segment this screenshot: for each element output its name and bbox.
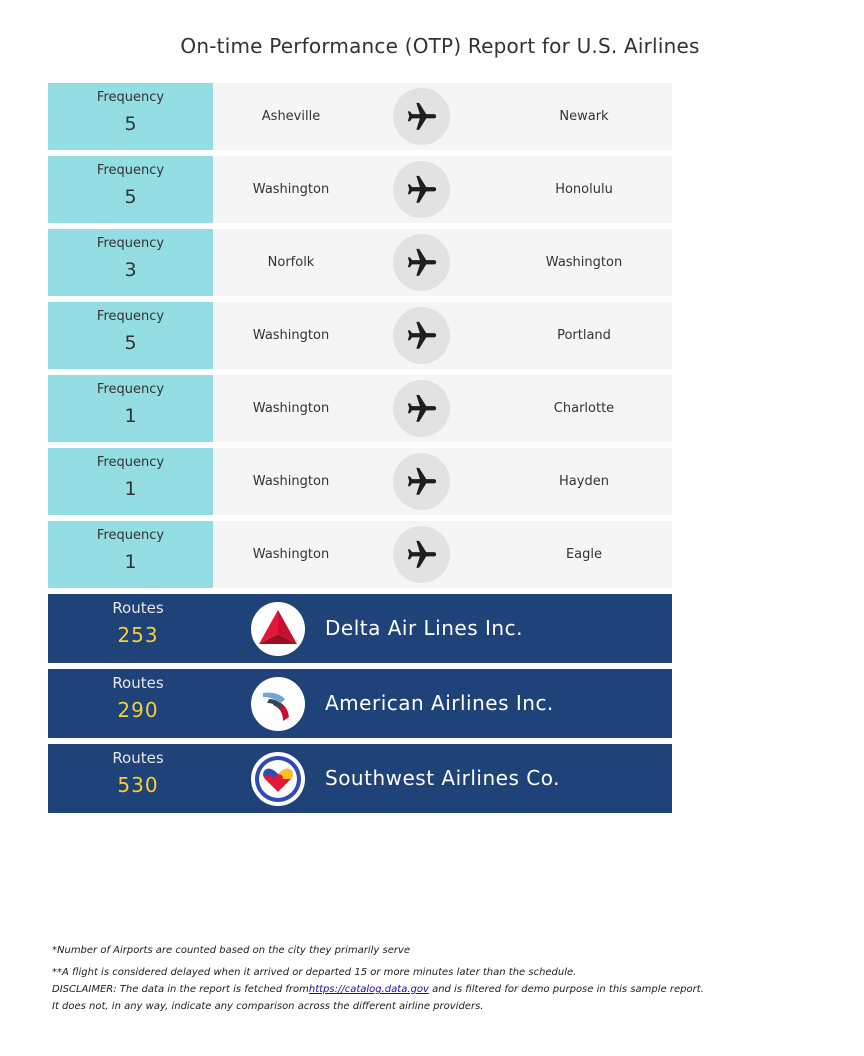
routes-label: Routes <box>112 599 164 617</box>
frequency-label: Frequency <box>96 90 165 105</box>
destination-city: Charlotte <box>553 401 615 416</box>
delta-logo-icon <box>251 602 305 656</box>
frequency-label: Frequency <box>96 528 165 543</box>
frequency-label: Frequency <box>96 309 165 324</box>
route-row <box>48 521 672 588</box>
destination-city: Portland <box>557 328 611 343</box>
destination-city: Washington <box>545 255 623 270</box>
carrier-row-american <box>48 669 672 738</box>
disclaimer-line-2: It does not, in any way, indicate any comparison across the different airline providers. <box>52 1001 484 1012</box>
origin-city: Washington <box>252 547 330 562</box>
airplane-icon <box>393 307 450 364</box>
frequency-label: Frequency <box>96 382 165 397</box>
carrier-name: American Airlines Inc. <box>325 691 554 715</box>
frequency-label: Frequency <box>96 455 165 470</box>
carrier-name: Delta Air Lines Inc. <box>325 616 523 640</box>
routes-list <box>48 83 672 594</box>
frequency-value: 5 <box>124 113 137 135</box>
carrier-list <box>48 594 672 819</box>
origin-city: Washington <box>252 401 330 416</box>
route-row <box>48 448 672 515</box>
frequency-box <box>48 156 213 223</box>
frequency-label: Frequency <box>96 163 165 178</box>
frequency-box <box>48 83 213 150</box>
carrier-name: Southwest Airlines Co. <box>325 766 560 790</box>
airplane-icon <box>393 161 450 218</box>
footnote-airports: *Number of Airports are counted based on the city they primarily serve <box>52 945 411 956</box>
routes-count-block <box>88 669 188 722</box>
frequency-box <box>48 448 213 515</box>
airplane-icon <box>393 380 450 437</box>
american-airlines-logo-icon <box>251 677 305 731</box>
airplane-icon <box>393 234 450 291</box>
frequency-box <box>48 375 213 442</box>
frequency-value: 5 <box>124 332 137 354</box>
carrier-row-southwest <box>48 744 672 813</box>
routes-value: 530 <box>117 773 159 797</box>
frequency-box <box>48 521 213 588</box>
frequency-value: 5 <box>124 186 137 208</box>
routes-label: Routes <box>112 674 164 692</box>
origin-city: Washington <box>252 474 330 489</box>
destination-city: Hayden <box>559 474 609 489</box>
route-row <box>48 156 672 223</box>
frequency-value: 1 <box>124 478 137 500</box>
origin-city: Asheville <box>261 109 321 124</box>
airplane-icon <box>393 453 450 510</box>
disclaimer <box>52 981 812 998</box>
origin-city: Washington <box>252 328 330 343</box>
disclaimer-prefix: DISCLAIMER: The data in the report is fetched from <box>52 984 309 995</box>
frequency-label: Frequency <box>96 236 165 251</box>
route-row <box>48 302 672 369</box>
route-row <box>48 375 672 442</box>
frequency-box <box>48 302 213 369</box>
footnote-delay: **A flight is considered delayed when it arrived or departed 15 or more minutes later than the schedule. <box>52 967 577 978</box>
frequency-value: 1 <box>124 405 137 427</box>
destination-city: Newark <box>559 109 609 124</box>
footnotes <box>52 942 812 1015</box>
frequency-value: 3 <box>124 259 137 281</box>
disclaimer-suffix: and is filtered for demo purpose in this sample report. <box>428 984 704 995</box>
route-row <box>48 229 672 296</box>
frequency-box <box>48 229 213 296</box>
routes-count-block <box>88 594 188 647</box>
routes-value: 290 <box>117 698 159 722</box>
destination-city: Eagle <box>565 547 603 562</box>
page-title: On-time Performance (OTP) Report for U.S. Airlines <box>180 34 700 58</box>
origin-city: Washington <box>252 182 330 197</box>
airplane-icon <box>393 526 450 583</box>
destination-city: Honolulu <box>555 182 613 197</box>
origin-city: Norfolk <box>267 255 315 270</box>
carrier-row-delta <box>48 594 672 663</box>
route-row <box>48 83 672 150</box>
data-source-link[interactable]: https://catalog.data.gov <box>308 984 429 995</box>
routes-label: Routes <box>112 749 164 767</box>
airplane-icon <box>393 88 450 145</box>
frequency-value: 1 <box>124 551 137 573</box>
routes-count-block <box>88 744 188 797</box>
routes-value: 253 <box>117 623 159 647</box>
southwest-logo-icon <box>251 752 305 806</box>
